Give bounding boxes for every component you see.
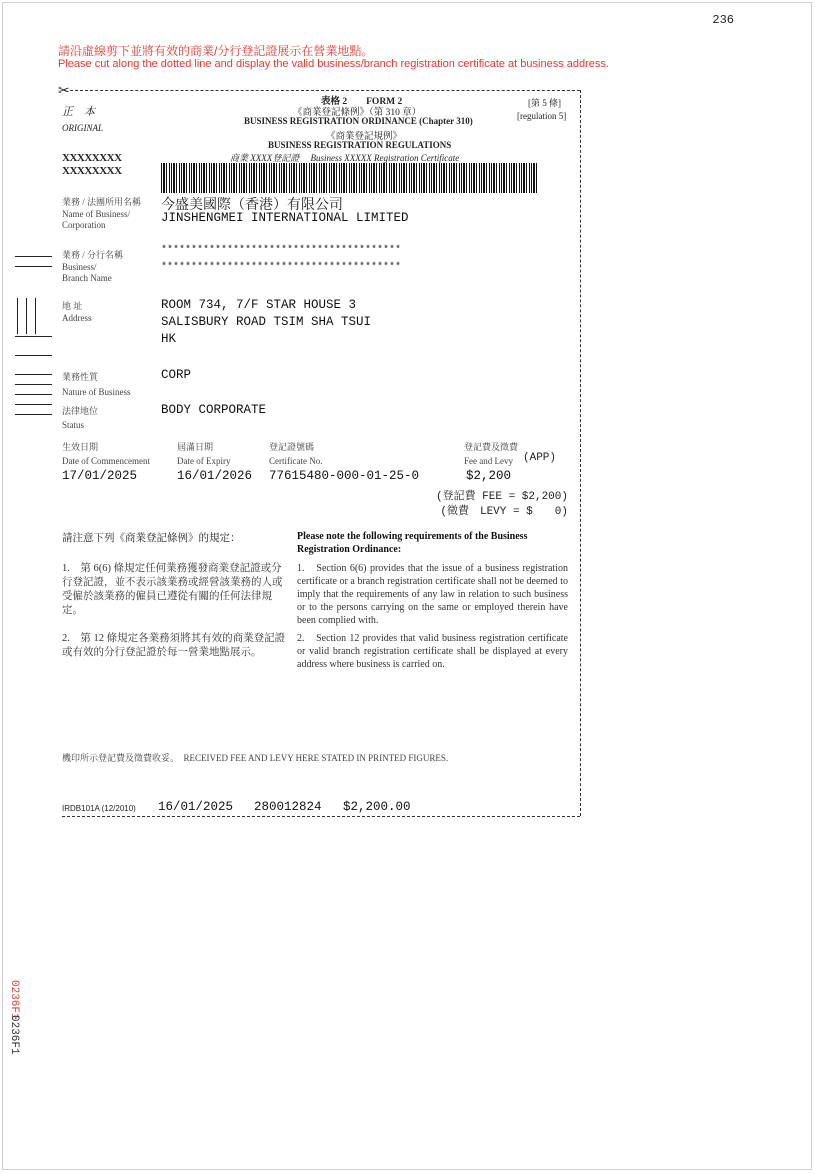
commencement-label-zh: 生效日期 <box>62 442 99 452</box>
commencement-label-en: Date of Commencement <box>62 456 150 466</box>
branch-label-en-1: Business/ <box>62 262 97 272</box>
fee-label-zh: 登記費及徵費 <box>464 442 519 452</box>
notes-heading-en: Please note the following requirements of the Business Registration Ordinance: <box>297 531 528 555</box>
footer-date: 16/01/2025 <box>158 800 234 814</box>
stamp-line-2: XXXXXXXX <box>62 165 122 177</box>
fee-value: $2,200 <box>466 469 512 483</box>
margin-mark <box>15 336 52 337</box>
name-label-en-2: Corporation <box>62 220 106 230</box>
ordinance-en: BUSINESS REGISTRATION ORDINANCE (Chapter 310) <box>244 116 473 126</box>
margin-mark <box>15 256 52 257</box>
expiry-value: 16/01/2026 <box>177 469 253 483</box>
name-label-en-1: Name of Business/ <box>62 209 130 219</box>
branch-label-zh: 業務 / 分行名稱 <box>62 250 124 260</box>
fee-label-en: Fee and Levy <box>464 456 513 466</box>
regulations-zh: 《商業登記規例》 <box>326 132 403 142</box>
nature-label-zh: 業務性質 <box>62 372 99 382</box>
margin-mark <box>15 404 52 405</box>
margin-mark <box>26 298 27 334</box>
original-en: ORIGINAL <box>62 123 103 133</box>
footer-amount: $2,200.00 <box>343 800 411 814</box>
address-label-zh: 地 址 <box>62 301 83 311</box>
expiry-label-en: Date of Expiry <box>177 456 231 466</box>
branch-value-2: **************************************** <box>161 262 402 273</box>
note-2-en: 2. Section 12 provides that valid business registration certificate or valid branch registration certificate shall be displayed at every address where business is carried on. <box>297 633 568 670</box>
name-value-en: JINSHENGMEI INTERNATIONAL LIMITED <box>161 211 409 225</box>
notes-heading-zh: 請注意下列《商業登記條例》的規定： <box>62 533 241 544</box>
cut-instruction-zh: 請沿虛線剪下並將有效的商業/分行登記證展示在營業地點。 <box>58 44 374 58</box>
levy-line: (徵費 LEVY = $ 0) <box>440 506 568 518</box>
expiry-label-zh: 屆滿日期 <box>177 442 214 452</box>
scissors-icon: ✂ <box>58 84 70 99</box>
name-value-zh: 今盛美國際（香港）有限公司 <box>161 198 343 213</box>
certificate-no-label-zh: 登記證號碼 <box>269 442 315 452</box>
nature-value: CORP <box>161 368 192 382</box>
footer-receipt-no: 280012824 <box>254 800 322 814</box>
margin-mark <box>15 355 52 356</box>
cut-line-bottom <box>62 816 580 817</box>
received-statement: 機印所示登記費及徵費收妥。 RECEIVED FEE AND LEVY HERE STATED IN PRINTED FIGURES. <box>62 753 449 763</box>
status-value: BODY CORPORATE <box>161 403 267 417</box>
status-label-en: Status <box>62 420 85 430</box>
original-zh: 正 本 <box>62 106 95 118</box>
branch-label-en-2: Branch Name <box>62 273 112 283</box>
note-1-zh: 1. 第 6(6) 條規定任何業務獲發商業登記證或分行登記證，並不表示該業務或經營該業務的人或受僱於該業務的僱員已遵從有關的任何法律規定。 <box>62 563 283 616</box>
branch-value-1: **************************************** <box>161 245 402 256</box>
address-line-1: ROOM 734, 7/F STAR HOUSE 3 <box>161 298 357 312</box>
form-code: IRDB101A (12/2010) <box>62 804 136 813</box>
address-label-en: Address <box>62 313 92 323</box>
barcode <box>161 163 537 193</box>
margin-mark <box>17 298 18 334</box>
address-line-2: SALISBURY ROAD TSIM SHA TSUI <box>161 315 372 329</box>
status-label-zh: 法律地位 <box>62 406 99 416</box>
cut-line-right <box>580 90 581 816</box>
margin-mark <box>15 414 52 415</box>
side-code-red: 0236F1 <box>8 980 20 1020</box>
margin-mark <box>15 374 52 375</box>
regulations-en: BUSINESS REGISTRATION REGULATIONS <box>268 140 452 150</box>
margin-mark <box>35 298 36 334</box>
page-number: 236 <box>712 13 734 27</box>
margin-mark <box>15 384 52 385</box>
stamp-line-1: XXXXXXXX <box>62 152 122 164</box>
form-line: 表格 2 FORM 2 <box>321 97 403 107</box>
note-2-zh: 2. 第 12 條規定各業務須將其有效的商業登記證或有效的分行登記證於每一營業地點展示。 <box>62 633 286 658</box>
section-en: [regulation 5] <box>517 111 567 121</box>
margin-mark <box>15 266 52 267</box>
fee-app: (APP) <box>523 452 557 464</box>
certificate-title: 商業 XXXX登記證 Business XXXXX Registration Certificate <box>230 153 460 163</box>
side-code-black: 0236F1 <box>8 1015 20 1055</box>
certificate-no-value: 77615480-000-01-25-0 <box>269 469 420 483</box>
note-1-en: 1. Section 6(6) provides that the issue of a business registration certificate or a branch registration certificate shall not be deemed to imply that the requirements of any law in relation to such business or to the persons carrying on the same or employed therein have been complied with. <box>297 563 568 626</box>
name-label-zh: 業務 / 法團所用名稱 <box>62 197 142 207</box>
ordinance-zh: 《商業登記條例》（第 310 章） <box>293 108 422 118</box>
commencement-value: 17/01/2025 <box>62 469 138 483</box>
address-line-3: HK <box>161 332 177 346</box>
cut-line-top <box>70 90 580 91</box>
nature-label-en: Nature of Business <box>62 387 131 397</box>
certificate-no-label-en: Certificate No. <box>269 456 323 466</box>
cut-instruction-en: Please cut along the dotted line and display the valid business/branch registration certificate at business address. <box>58 58 609 70</box>
section-zh: [第 5 條] <box>528 98 561 108</box>
fee-line: (登記費 FEE = $2,200) <box>435 491 568 503</box>
margin-mark <box>15 394 52 395</box>
